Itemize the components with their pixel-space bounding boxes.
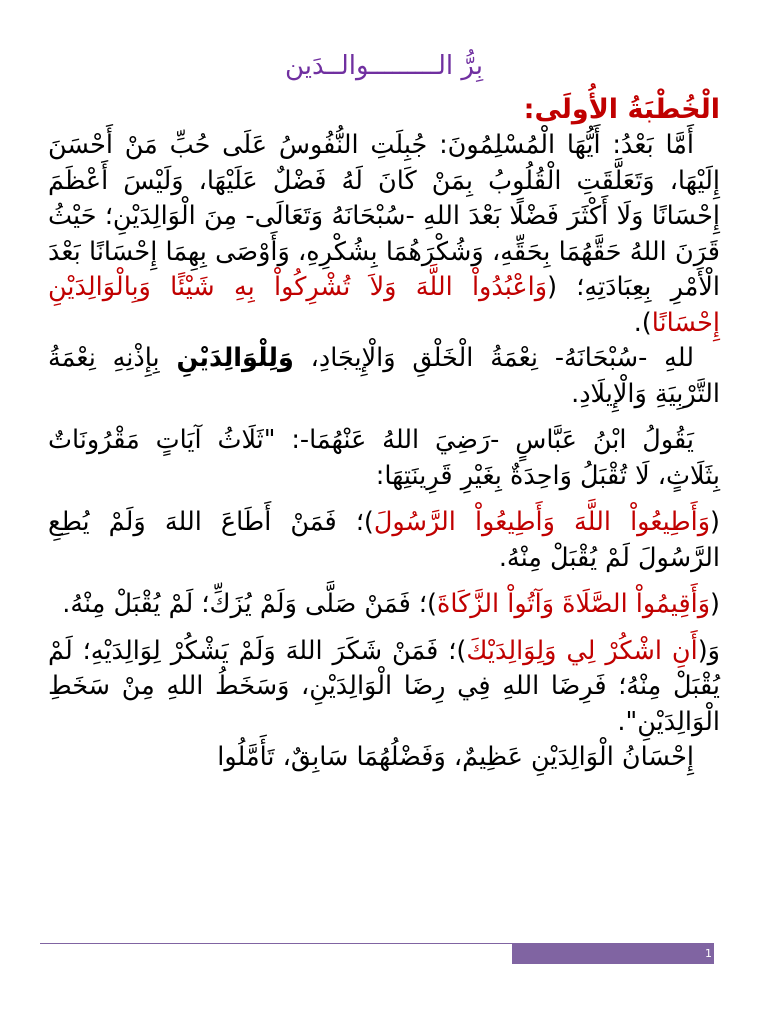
page-number: 1: [705, 947, 712, 960]
paragraph-intro-text: أَمَّا بَعْدُ: أَيُّهَا الْمُسْلِمُونَ: جُبِلَتِ النُّفُوسُ عَلَى حُبِّ مَنْ أَحْسَنَ إِلَيْهَا، وَتَعَلَّقَتِ الْقُلُوبُ بِمَنْ كَانَ لَهُ فَضْلٌ عَلَيْهَا، وَلَيْسَ أَعْظَمَ إِحْسَانًا وَلَا أَكْثَرَ فَضْلًا بَعْدَ اللهِ -سُبْحَانَهُ وَتَعَالَى- مِنَ الْوَالِدَيْنِ؛ حَيْثُ قَرَنَ اللهُ حَقَّهُمَا بِحَقِّهِ، وَشُكْرَهُمَا بِشُكْرِهِ، وَأَوْصَى بِهِمَا إِحْسَانًا بَعْدَ الْأَمْرِ بِعِبَادَتِهِ؛ (: [48, 130, 721, 302]
footer-bar: [512, 943, 714, 964]
paragraph-obedience: [48, 505, 720, 576]
quran-verse: أَنِ اشْكُرْ لِي وَلِوَالِدَيْكَ: [466, 635, 698, 666]
sermon-body: [48, 92, 720, 776]
paragraph-blessings-text: للهِ -سُبْحَانَهُ- نِعْمَةُ الْخَلْقِ وَالْإِيجَادِ،: [293, 343, 694, 373]
paragraph-blessings: [48, 341, 720, 412]
section-heading: الْخُطْبَةُ الأُولَى:: [523, 94, 720, 125]
paragraph-gratitude-text: )؛ فَمَنْ شَكَرَ اللهَ وَلَمْ يَشْكُرْ لِوَالِدَيْهِ؛ لَمْ يُقْبَلْ مِنْهُ؛ فَرِضَا اللهِ فِي رِضَا الْوَالِدَيْنِ، وَسَخَطُ اللهِ مِنْ سَخَطِ الْوَالِدَيْنِ".: [48, 635, 720, 737]
paragraph-blessings-bold: وَلِلْوَالِدَيْنِ: [176, 343, 294, 373]
paragraph-blessings-end: بِإِذْنِهِ نِعْمَةُ التَّرْبِيَةِ وَالْإِيلَادِ.: [48, 343, 720, 409]
paragraph-gratitude-open: وَ(: [697, 635, 720, 666]
quran-verse: وَأَطِيعُواْ اللَّهَ وَأَطِيعُواْ الرَّسُولَ: [373, 507, 711, 537]
paragraph-intro: [48, 128, 720, 341]
paragraph-gratitude: [48, 634, 720, 741]
paragraph-obedience-open: (: [710, 507, 720, 537]
paragraph-closing: إِحْسَانُ الْوَالِدَيْنِ عَظِيمٌ، وَفَضْلُهُمَا سَابِقٌ، تَأَمَّلُوا: [217, 742, 694, 772]
paragraph-prayer-open: (: [710, 589, 720, 619]
paragraph-obedience-text: )؛ فَمَنْ أَطَاعَ اللهَ وَلَمْ يُطِعِ الرَّسُولَ لَمْ يُقْبَلْ مِنْهُ.: [48, 507, 720, 573]
paragraph-prayer: [48, 587, 720, 623]
paragraph-prayer-text: )؛ فَمَنْ صَلَّى وَلَمْ يُزَكِّ؛ لَمْ يُقْبَلْ مِنْهُ.: [62, 589, 437, 619]
quran-verse: وَأَقِيمُواْ الصَّلَاةَ وَآتُواْ الزَّكَاةَ: [436, 589, 711, 619]
paragraph-ibn-abbas: يَقُولُ ابْنُ عَبَّاسٍ -رَضِيَ اللهُ عَنْهُمَا-: "ثَلَاثُ آيَاتٍ مَقْرُونَاتٌ بِثَلَاثٍ، لَا تُقْبَلُ وَاحِدَةٌ بِغَيْرِ قَرِينَتِهَا:: [48, 425, 720, 491]
paragraph-intro-end: ).: [633, 307, 652, 338]
quran-verse: وَاعْبُدُواْ اللَّهَ وَلاَ تُشْرِكُواْ بِهِ شَيْئًا وَبِالْوَالِدَيْنِ إِحْسَانًا: [48, 272, 720, 338]
page-header-title: بِرُّ الـــــــــوالــدَين: [284, 51, 484, 81]
